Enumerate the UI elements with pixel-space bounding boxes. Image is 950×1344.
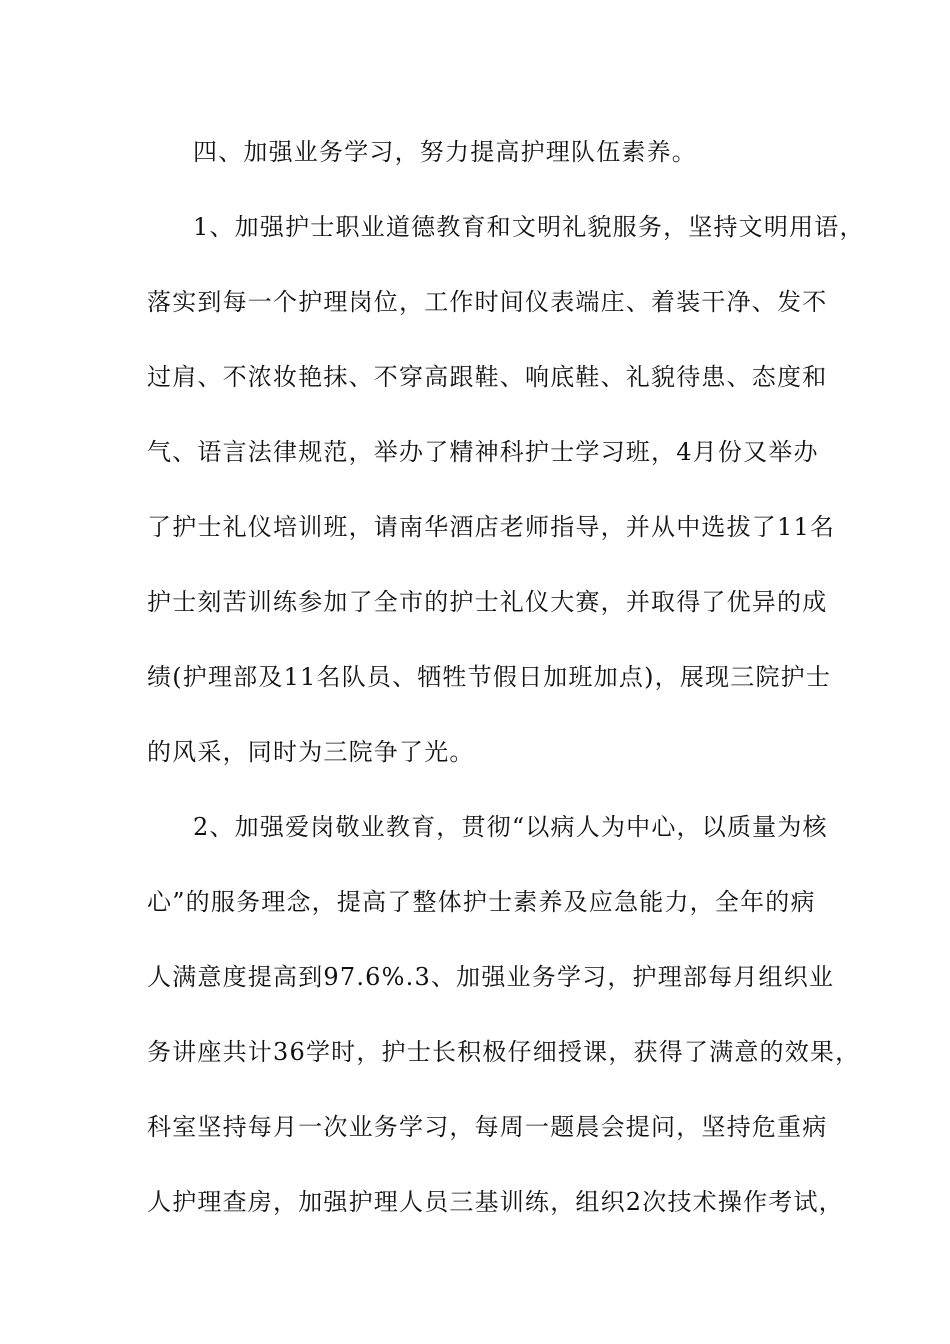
paragraph-line: 绩(护理部及11名队员、牺牲节假日加班加点)，展现三院护士 [147,663,832,691]
paragraph-line: 务讲座共计36学时，护士长积极仔细授课，获得了满意的效果， [147,1038,861,1066]
paragraph-line: 人满意度提高到97.6%.3、加强业务学习，护理部每月组织业 [147,963,835,991]
paragraph-line: 了护士礼仪培训班，请南华酒店老师指导，并从中选拔了11名 [147,513,836,541]
paragraph-line: 人护理查房，加强护理人员三基训练，组织2次技术操作考试， [147,1188,844,1216]
paragraph-line: 的风采，同时为三院争了光。 [147,738,475,766]
paragraph-line: 2、加强爱岗敬业教育，贯彻“以病人为中心，以质量为核 [193,813,828,841]
paragraph-line: 1、加强护士职业道德教育和文明礼貌服务，坚持文明用语， [193,213,865,241]
paragraph-line: 科室坚持每月一次业务学习，每周一题晨会提问，坚持危重病 [147,1113,828,1141]
paragraph-line: 护士刻苦训练参加了全市的护士礼仪大赛，并取得了优异的成 [147,588,828,616]
paragraph-line: 气、语言法律规范，举办了精神科护士学习班，4月份又举办 [147,438,819,466]
paragraph-line: 心”的服务理念，提高了整体护士素养及应急能力，全年的病 [147,888,816,916]
paragraph-line: 落实到每一个护理岗位，工作时间仪表端庄、着装干净、发不 [147,288,828,316]
paragraph-line: 过肩、不浓妆艳抹、不穿高跟鞋、响底鞋、礼貌待患、态度和 [147,363,828,391]
section-heading: 四、加强业务学习，努力提高护理队伍素养。 [193,138,697,166]
